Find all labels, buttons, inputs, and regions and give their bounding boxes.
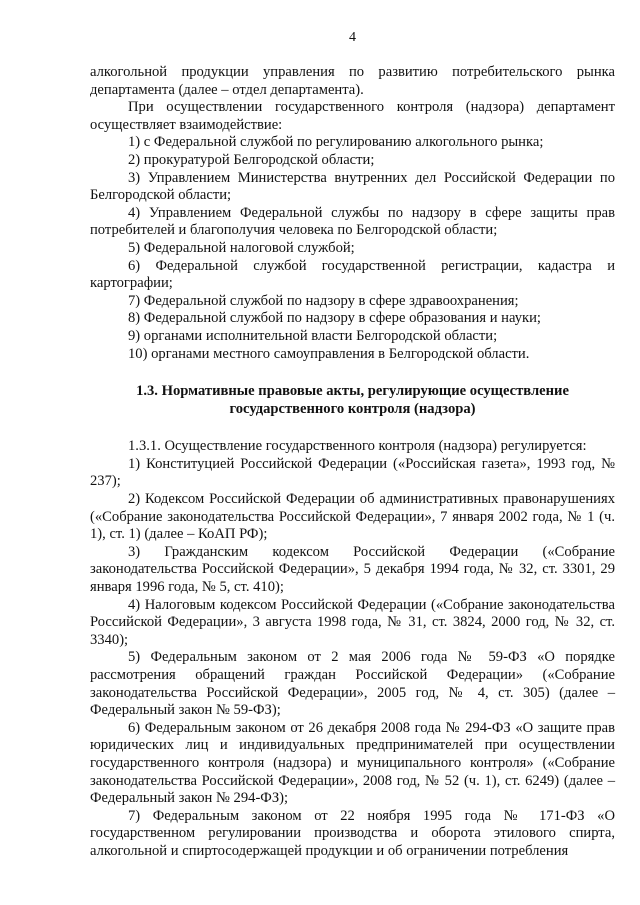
cooperation-item: 6) Федеральной службой государственной регистрации, кадастра и картографии; xyxy=(90,257,615,292)
subsection-intro: 1.3.1. Осуществление государственного контроля (надзора) регулируется: xyxy=(128,438,587,455)
cooperation-item: 10) органами местного самоуправления в Белгородской области. xyxy=(128,345,530,362)
cooperation-item: 8) Федеральной службой по надзору в сфере образования и науки; xyxy=(128,310,541,327)
page-number: 4 xyxy=(349,30,356,45)
legal-act-item: 1) Конституцией Российской Федерации («Российская газета», 1993 год, № 237); xyxy=(90,455,615,490)
document-body xyxy=(90,64,615,861)
legal-act-item: 7) Федеральным законом от 22 ноября 1995 года № 171-ФЗ «О государственном регулировании производства и оборота этилового спирта, алкогольной и спиртосодержащей продукции и об ограничении потребления xyxy=(90,807,615,859)
section-heading-line-2: государственного контроля (надзора) xyxy=(229,400,476,417)
cooperation-item: 9) органами исполнительной власти Белгородской области; xyxy=(128,327,498,344)
legal-act-item: 2) Кодексом Российской Федерации об административных правонарушениях («Собрание законодательства Российской Федерации», 7 января 2002 года, № 1 (ч. 1), ст. 1) (далее – КоАП РФ); xyxy=(90,491,615,543)
legal-act-item: 4) Налоговым кодексом Российской Федерации («Собрание законодательства Российской Федерации», 3 августа 1998 года, № 31, ст. 3824, 2000 год, № 32, ст. 3340); xyxy=(90,596,615,648)
intro-paragraph: При осуществлении государственного контроля (надзора) департамент осуществляет взаимодействие: xyxy=(90,99,615,133)
intro-continuation: алкогольной продукции управления по развитию потребительского рынка департамента (далее – отдел департамента). xyxy=(90,64,615,98)
legal-act-item: 5) Федеральным законом от 2 мая 2006 года № 59-ФЗ «О порядке рассмотрения обращений граждан Российской Федерации» («Собрание законодательства Российской Федерации», 2005 год, № 4, ст. 305) (далее – Федеральный закон № 59-ФЗ); xyxy=(90,649,615,719)
legal-act-item: 6) Федеральным законом от 26 декабря 2008 года № 294-ФЗ «О защите прав юридических лиц и индивидуальных предпринимателей при осуществлении государственного контроля (надзора) и муниципального контроля» («Собрание законодательства Российской Федерации», 2008 год, № 52 (ч. 1), ст. 6249) (далее – Федеральный закон № 294-ФЗ); xyxy=(90,719,615,807)
cooperation-item: 5) Федеральной налоговой службой; xyxy=(128,239,355,256)
cooperation-item: 4) Управлением Федеральной службы по надзору в сфере защиты прав потребителей и благополучия человека по Белгородской области; xyxy=(90,204,615,239)
cooperation-item: 3) Управлением Министерства внутренних дел Российской Федерации по Белгородской области; xyxy=(90,169,615,204)
cooperation-item: 7) Федеральной службой по надзору в сфере здравоохранения; xyxy=(128,292,519,309)
legal-act-item: 3) Гражданским кодексом Российской Федерации («Собрание законодательства Российской Федерации», 5 декабря 1994 года, № 32, ст. 3301, 29 января 1996 года, № 5, ст. 410); xyxy=(90,543,615,596)
section-heading xyxy=(90,383,615,418)
cooperation-item: 1) с Федеральной службой по регулированию алкогольного рынка; xyxy=(128,134,544,151)
section-heading-line-1: 1.3. Нормативные правовые акты, регулирующие осуществление xyxy=(136,383,569,400)
cooperation-item: 2) прокуратурой Белгородской области; xyxy=(128,151,375,168)
